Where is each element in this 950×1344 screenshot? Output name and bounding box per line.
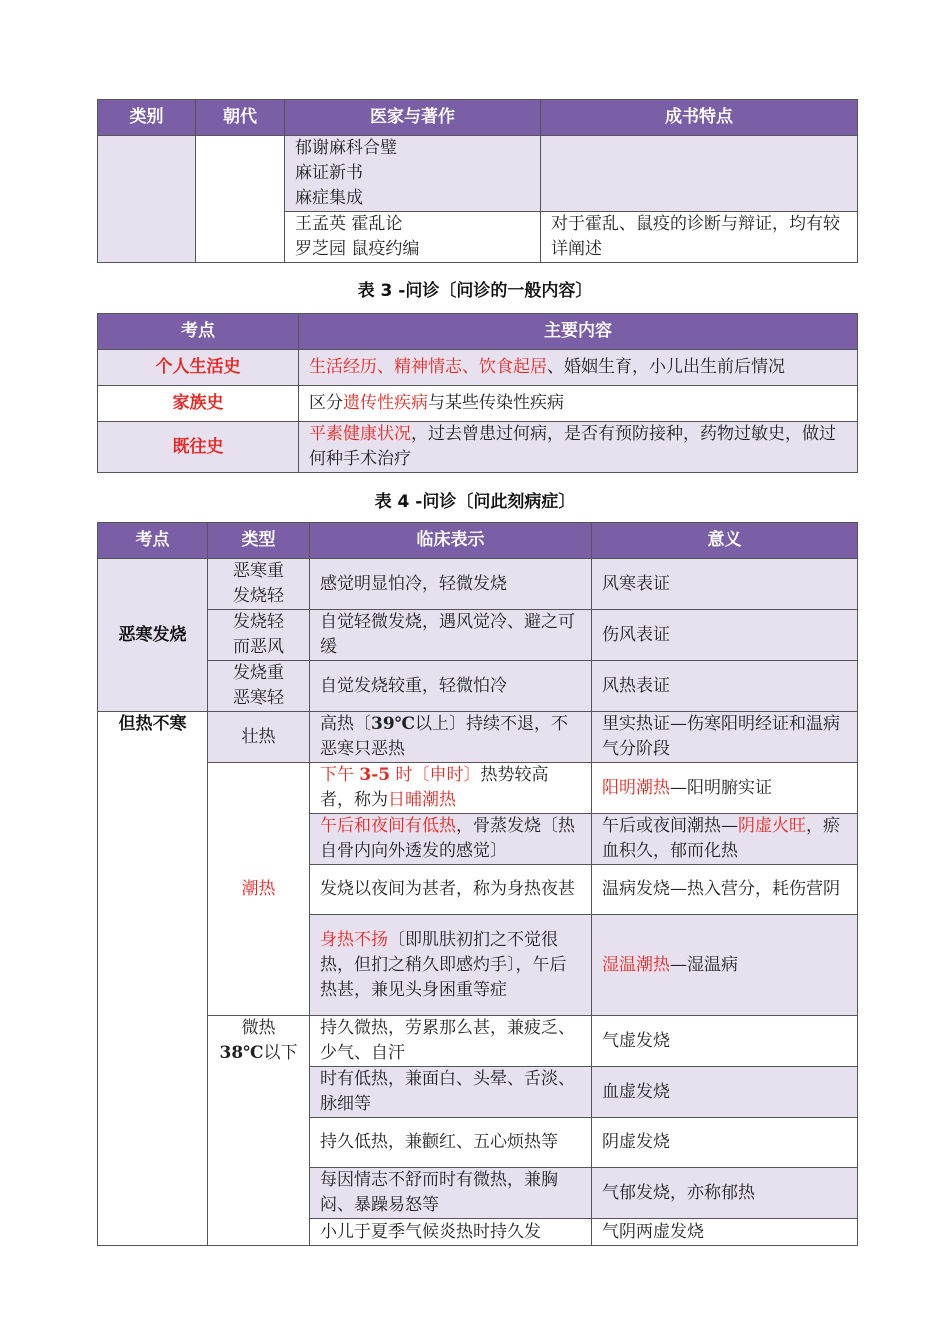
work-item: 王孟英 霍乱论 xyxy=(295,214,403,234)
table-row xyxy=(98,350,858,386)
header-point: 考点 xyxy=(98,523,208,559)
content-cell xyxy=(299,350,858,386)
highlight-text: 生活经历、精神情志、饮食起居 xyxy=(309,357,547,377)
meaning-cell: 阳明潮热—阳明腑实证 xyxy=(592,763,858,814)
table-row xyxy=(98,661,858,712)
feature-cell xyxy=(541,136,858,212)
meaning-cell: 风寒表证 xyxy=(592,559,858,610)
type-cell: 发烧重 恶寒轻 xyxy=(208,661,310,712)
clinical-cell: 每因情志不舒而时有微热，兼胸闷、暴躁易怒等 xyxy=(310,1168,592,1219)
type-cell: 微热 38℃以下 xyxy=(208,1016,310,1246)
clinical-cell: 感觉明显怕冷，轻微发烧 xyxy=(310,559,592,610)
works-cell xyxy=(285,136,541,212)
clinical-cell: 小儿于夏季气候炎热时持久发 xyxy=(310,1219,592,1246)
feature-cell: 对于霍乱、鼠疫的诊断与辩证，均有较详阐述 xyxy=(541,212,858,263)
clinical-cell: 下午 3-5 时〔申时〕热势较高者，称为日晡潮热 xyxy=(310,763,592,814)
works-table xyxy=(97,99,858,263)
meaning-cell: 湿温潮热—湿温病 xyxy=(592,915,858,1016)
meaning-cell: 风热表证 xyxy=(592,661,858,712)
clinical-cell: 持久微热，劳累那么甚，兼疲乏、少气、自汗 xyxy=(310,1016,592,1067)
header-features: 成书特点 xyxy=(541,100,858,136)
clinical-cell: 自觉轻微发烧，遇风觉冷、避之可缓 xyxy=(310,610,592,661)
highlight-text: 遗传性疾病 xyxy=(343,393,428,413)
table3-caption: 表 3 -问诊〔问诊的一般内容〕 xyxy=(357,281,593,301)
general-inquiry-table xyxy=(97,313,858,473)
clinical-cell: 发烧以夜间为甚者，称为身热夜甚 xyxy=(310,865,592,915)
highlight-text: 平素健康状况 xyxy=(309,424,411,444)
header-type: 类型 xyxy=(208,523,310,559)
clinical-cell: 自觉发烧较重，轻微怕冷 xyxy=(310,661,592,712)
meaning-cell: 气郁发烧，亦称郁热 xyxy=(592,1168,858,1219)
content-text: 、婚姻生育，小儿出生前后情况 xyxy=(547,357,785,377)
work-item: 郁谢麻科合璧 xyxy=(295,138,397,158)
point-cell: 但热不寒 xyxy=(98,712,208,1246)
type-cell: 发烧轻 而恶风 xyxy=(208,610,310,661)
content-text: 与某些传染性疾病 xyxy=(428,393,564,413)
clinical-cell: 高热〔39℃以上〕持续不退，不恶寒只恶热 xyxy=(310,712,592,763)
point-cell: 家族史 xyxy=(98,386,299,422)
symptom-inquiry-table xyxy=(97,522,858,1246)
clinical-cell: 身热不扬〔即肌肤初扪之不觉很热，但扪之稍久即感灼手〕，午后热甚，兼见头身困重等症 xyxy=(310,915,592,1016)
table-row xyxy=(98,422,858,473)
point-cell: 恶寒发烧 xyxy=(98,559,208,712)
header-dynasty: 朝代 xyxy=(196,100,285,136)
table-row xyxy=(98,559,858,610)
meaning-cell: 里实热证—伤寒阳明经证和温病气分阶段 xyxy=(592,712,858,763)
table-row xyxy=(98,1016,858,1067)
type-cell: 恶寒重 发烧轻 xyxy=(208,559,310,610)
table-row xyxy=(98,712,858,763)
table-row xyxy=(98,136,858,212)
table-row xyxy=(98,763,858,814)
meaning-cell: 伤风表证 xyxy=(592,610,858,661)
work-item: 麻症集成 xyxy=(295,188,363,208)
content-cell xyxy=(299,422,858,473)
point-cell: 既往史 xyxy=(98,422,299,473)
content-text: 区分 xyxy=(309,393,343,413)
header-point: 考点 xyxy=(98,314,299,350)
point-cell: 个人生活史 xyxy=(98,350,299,386)
dynasty-cell xyxy=(196,136,285,263)
header-meaning: 意义 xyxy=(592,523,858,559)
meaning-cell: 气阴两虚发烧 xyxy=(592,1219,858,1246)
header-works: 医家与著作 xyxy=(285,100,541,136)
header-category: 类别 xyxy=(98,100,196,136)
meaning-cell: 血虚发烧 xyxy=(592,1067,858,1118)
meaning-cell: 午后或夜间潮热—阴虚火旺，瘀血积久，郁而化热 xyxy=(592,814,858,865)
meaning-cell: 气虚发烧 xyxy=(592,1016,858,1067)
clinical-cell: 持久低热，兼颧红、五心烦热等 xyxy=(310,1118,592,1168)
meaning-cell: 阴虚发烧 xyxy=(592,1118,858,1168)
works-cell xyxy=(285,212,541,263)
type-cell: 壮热 xyxy=(208,712,310,763)
work-item: 麻证新书 xyxy=(295,163,363,183)
work-item: 罗芝园 鼠疫约编 xyxy=(295,239,420,259)
content-cell xyxy=(299,386,858,422)
clinical-cell: 时有低热，兼面白、头晕、舌淡、脉细等 xyxy=(310,1067,592,1118)
content-text: ，过去曾患过何病，是否有预防接种，药物过敏史，做过何种手术治疗 xyxy=(309,424,836,469)
header-clinical: 临床表示 xyxy=(310,523,592,559)
clinical-cell: 午后和夜间有低热，骨蒸发烧〔热自骨内向外透发的感觉〕 xyxy=(310,814,592,865)
table-row xyxy=(98,386,858,422)
category-cell xyxy=(98,136,196,263)
meaning-cell: 温病发烧—热入营分，耗伤营阴 xyxy=(592,865,858,915)
table4-caption: 表 4 -问诊〔问此刻病症〕 xyxy=(374,492,576,512)
table-row xyxy=(98,610,858,661)
header-content: 主要内容 xyxy=(299,314,858,350)
type-cell: 潮热 xyxy=(208,763,310,1016)
